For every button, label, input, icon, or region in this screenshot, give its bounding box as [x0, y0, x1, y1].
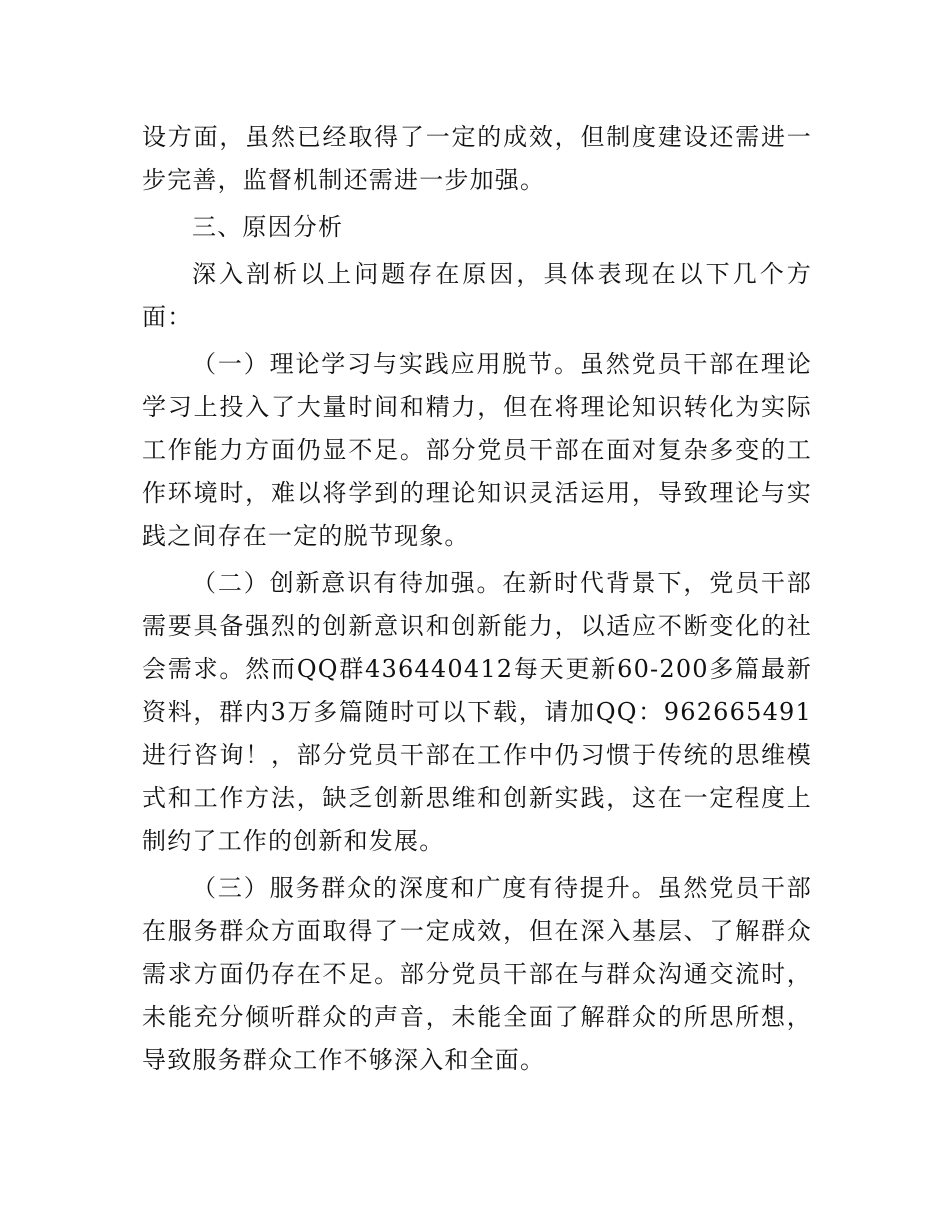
paragraph-point-3: （三）服务群众的深度和广度有待提升。虽然党员干部在服务群众方面取得了一定成效，但在深入基层、了解群众需求方面仍存在不足。部分党员干部在与群众沟通交流时，未能充分倾听群众的声音，未能全面了解群众的所思所想，导致服务群众工作不够深入和全面。 [142, 874, 812, 1074]
paragraph-intro: 深入剖析以上问题存在原因，具体表现在以下几个方面： [142, 260, 812, 331]
paragraph-point-1: （一）理论学习与实践应用脱节。虽然党员干部在理论学习上投入了大量时间和精力，但在将理论知识转化为实际工作能力方面仍显不足。部分党员干部在面对复杂多变的工作环境时，难以将学到的理论知识灵活运用，导致理论与实践之间存在一定的脱节现象。 [142, 350, 812, 550]
paragraph-continuation: 设方面，虽然已经取得了一定的成效，但制度建设还需进一步完善，监督机制还需进一步加强。 [142, 123, 812, 194]
document-body [142, 116, 812, 1082]
paragraph-point-2: （二）创新意识有待加强。在新时代背景下，党员干部需要具备强烈的创新意识和创新能力，以适应不断变化的社会需求。然而QQ群436440412每天更新60-200多篇最新资料，群内3万多篇随时可以下载，请加QQ：962665491进行咨询！，部分党员干部在工作中仍习惯于传统的思维模式和工作方法，缺乏创新思维和创新实践，这在一定程度上制约了工作的创新和发展。 [142, 569, 812, 855]
section-heading: 三、原因分析 [192, 213, 344, 241]
